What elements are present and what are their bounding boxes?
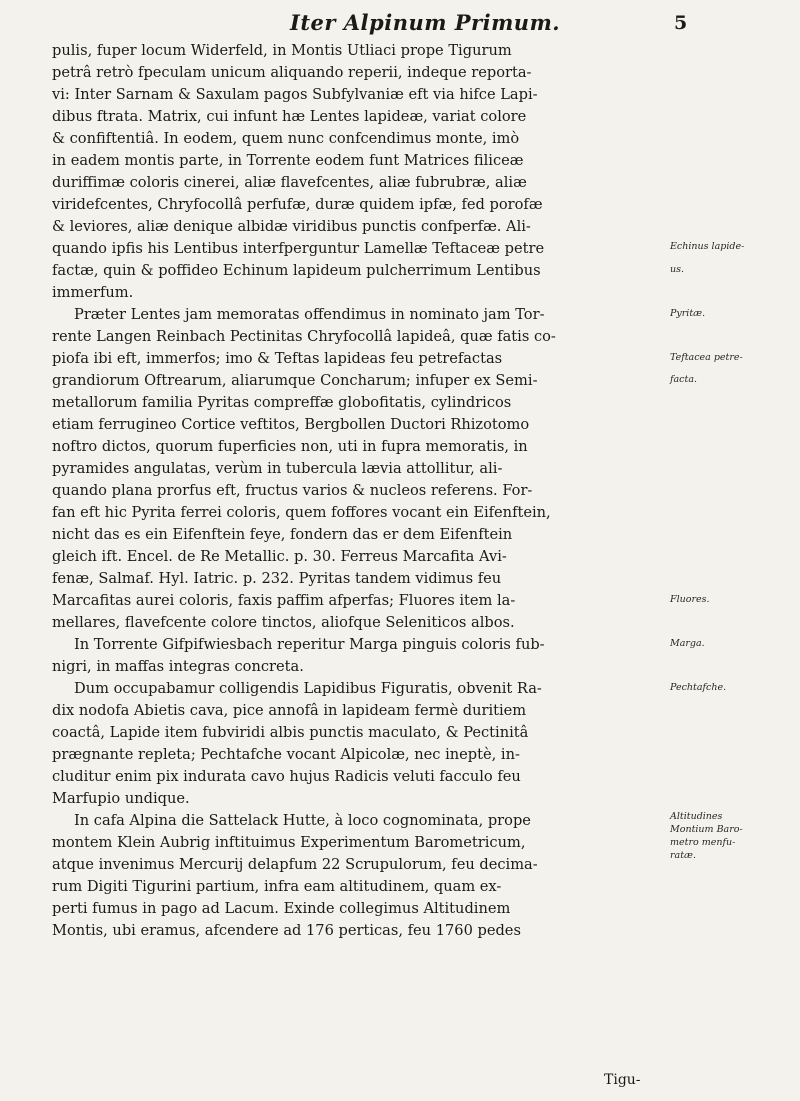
text-line: perti fumus in pago ad Lacum. Exinde collegimus Altitudinem (52, 900, 511, 917)
margin-note: Pechtafche. (670, 682, 727, 693)
text-line: Dum occupabamur colligendis Lapidibus Figuratis, obvenit Ra- (74, 680, 542, 697)
text-line: dibus ftrata. Matrix, cui infunt hæ Lentes lapideæ, variat colore (52, 108, 527, 125)
text-line: In Torrente Gifpifwiesbach reperitur Marga pinguis coloris fub- (74, 636, 545, 653)
text-line: grandiorum Oftrearum, aliarumque Concharum; infuper ex Semi- (52, 372, 538, 389)
text-line: etiam ferrugineo Cortice veftitos, Bergbollen Ductori Rhizotomo (52, 416, 530, 433)
text-line: fenæ, Salmaf. Hyl. Iatric. p. 232. Pyritas tandem vidimus feu (52, 570, 502, 587)
text-line: mellares, flavefcente colore tinctos, aliofque Seleniticos albos. (52, 614, 515, 631)
text-line: duriffimæ coloris cinerei, aliæ flavefcentes, aliæ fubrubræ, aliæ (52, 174, 527, 191)
text-line: montem Klein Aubrig inftituimus Experimentum Barometricum, (52, 834, 526, 851)
margin-note: Fluores. (670, 594, 710, 605)
text-line: & confiftentiâ. In eodem, quem nunc confcendimus monte, imò (52, 130, 520, 147)
text-line: In cafa Alpina die Sattelack Hutte, à loco cognominata, prope (74, 812, 531, 829)
text-line: Marcafitas aurei coloris, faxis paffim afperfas; Fluores item la- (52, 592, 516, 609)
text-line: prægnante repleta; Pechtafche vocant Alpicolæ, nec ineptè, in- (52, 746, 520, 763)
text-line: noftro dictos, quorum fuperficies non, uti in fupra memoratis, in (52, 438, 528, 455)
text-line: pyramides angulatas, verùm in tubercula lævia attollitur, ali- (52, 460, 503, 477)
text-line: pulis, fuper locum Widerfeld, in Montis Utliaci prope Tigurum (52, 42, 512, 59)
text-line: Marfupio undique. (52, 790, 190, 807)
margin-note: ratæ. (670, 850, 696, 861)
text-line: coactâ, Lapide item fubviridi albis punctis maculato, & Pectinitâ (52, 724, 529, 741)
text-line: quando plana prorfus eft, fructus varios & nucleos referens. For- (52, 482, 533, 499)
text-line: viridefcentes, Chryfocollâ perfufæ, duræ quidem ipfæ, fed porofæ (52, 196, 543, 213)
running-title: Iter Alpinum Primum. (290, 10, 561, 35)
text-line: immerfum. (52, 284, 134, 301)
margin-note: Montium Baro- (670, 824, 743, 835)
margin-note: Marga. (670, 638, 705, 649)
margin-note: Teftacea petre- (670, 352, 743, 363)
text-line: petrâ retrò fpeculam unicum aliquando reperii, indeque reporta- (52, 64, 532, 81)
text-line: dix nodofa Abietis cava, pice annofâ in lapideam fermè duritiem (52, 702, 527, 719)
margin-note: metro menfu- (670, 837, 736, 848)
margin-note: Altitudines (670, 811, 723, 822)
text-line: rum Digiti Tigurini partium, infra eam altitudinem, quam ex- (52, 878, 502, 895)
text-line: piofa ibi eft, immerfos; imo & Teftas lapideas feu petrefactas (52, 350, 503, 367)
margin-note: Echinus lapide- (670, 241, 745, 252)
page-number: 5 (674, 12, 688, 34)
text-line: fan eft hic Pyrita ferrei coloris, quem foffores vocant ein Eifenftein, (52, 504, 551, 521)
text-line: quando ipfis his Lentibus interfperguntur Lamellæ Teftaceæ petre (52, 240, 545, 257)
text-line: nicht das es ein Eifenftein feye, fondern das er dem Eifenftein (52, 526, 513, 543)
text-line: atque invenimus Mercurij delapfum 22 Scrupulorum, feu decima- (52, 856, 538, 873)
margin-note: facta. (670, 374, 698, 385)
margin-note: us. (670, 264, 685, 275)
text-line: nigri, in maffas integras concreta. (52, 658, 304, 675)
text-line: Præter Lentes jam memoratas offendimus in nominato jam Tor- (74, 306, 545, 323)
text-line: & leviores, aliæ denique albidæ viridibus punctis confperfæ. Ali- (52, 218, 531, 235)
text-line: rente Langen Reinbach Pectinitas Chryfocollâ lapideâ, quæ fatis co- (52, 328, 556, 345)
text-line: metallorum familia Pyritas compreffæ globofitatis, cylindricos (52, 394, 512, 411)
page-header (0, 6, 800, 36)
text-line: vi: Inter Sarnam & Saxulam pagos Subfylvaniæ eft via hifce Lapi- (52, 86, 538, 103)
text-line: factæ, quin & poffideo Echinum lapideum pulcherrimum Lentibus (52, 262, 541, 279)
text-line: in eadem montis parte, in Torrente eodem funt Matrices filiceæ (52, 152, 524, 169)
text-line: gleich ift. Encel. de Re Metallic. p. 30. Ferreus Marcafita Avi- (52, 548, 507, 565)
catchword: Tigu- (604, 1072, 641, 1088)
text-line: cluditur enim pix indurata cavo hujus Radicis veluti facculo feu (52, 768, 521, 785)
margin-note: Pyritæ. (670, 308, 706, 319)
text-line: Montis, ubi eramus, afcendere ad 176 perticas, feu 1760 pedes (52, 922, 521, 939)
